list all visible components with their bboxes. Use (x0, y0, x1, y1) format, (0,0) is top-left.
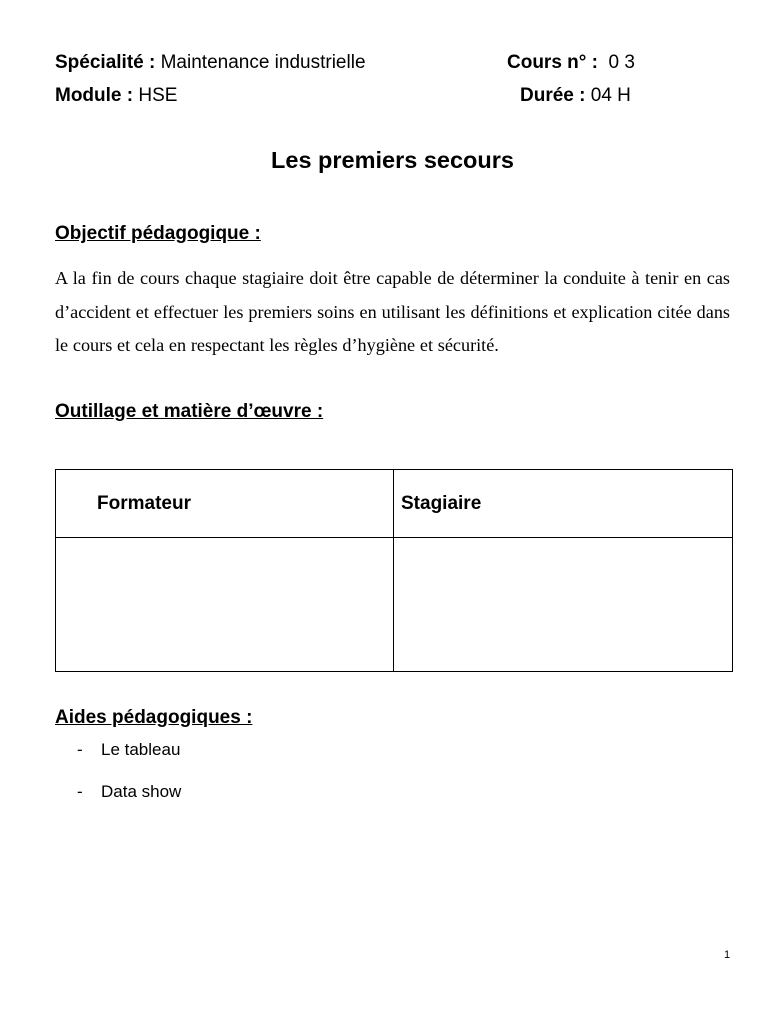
stagiaire-cell (394, 538, 733, 672)
list-item (77, 781, 181, 803)
outillage-heading: Outillage et matière d’œuvre : (55, 401, 324, 422)
table-header-row (56, 470, 733, 538)
page-number: 1 (724, 949, 731, 961)
specialite-label: Spécialité : (55, 52, 156, 73)
list-item (77, 739, 180, 761)
module-value: HSE (138, 85, 178, 106)
specialite-line (55, 51, 366, 75)
specialite-value: Maintenance industrielle (160, 52, 366, 73)
page-title: Les premiers secours (271, 147, 514, 173)
list-bullet: - (77, 782, 83, 801)
table-row (56, 538, 733, 672)
duree-value: 04 H (590, 85, 631, 106)
list-item-label: Le tableau (101, 740, 181, 759)
duree-line (520, 84, 631, 108)
objectif-paragraph: A la fin de cours chaque stagiaire doit être capable de déterminer la conduite à tenir en cas d’accident et effectuer les premiers soins en utilisant les définitions et explication citée dans le cours et cela en respectant les règles d’hygiène et sécurité. (55, 268, 730, 355)
list-bullet: - (77, 740, 83, 759)
column-header-stagiaire: Stagiaire (394, 470, 733, 538)
outillage-table (55, 469, 733, 672)
list-item-label: Data show (101, 782, 182, 801)
cours-line (507, 51, 635, 75)
cours-value: 0 3 (608, 52, 635, 73)
aides-heading: Aides pédagogiques : (55, 707, 253, 728)
objectif-heading: Objectif pédagogique : (55, 223, 261, 244)
module-label: Module : (55, 85, 134, 106)
formateur-cell (56, 538, 394, 672)
column-header-formateur: Formateur (56, 470, 394, 538)
module-line (55, 84, 177, 108)
duree-label: Durée : (520, 85, 586, 106)
cours-label: Cours n° : (507, 52, 598, 73)
